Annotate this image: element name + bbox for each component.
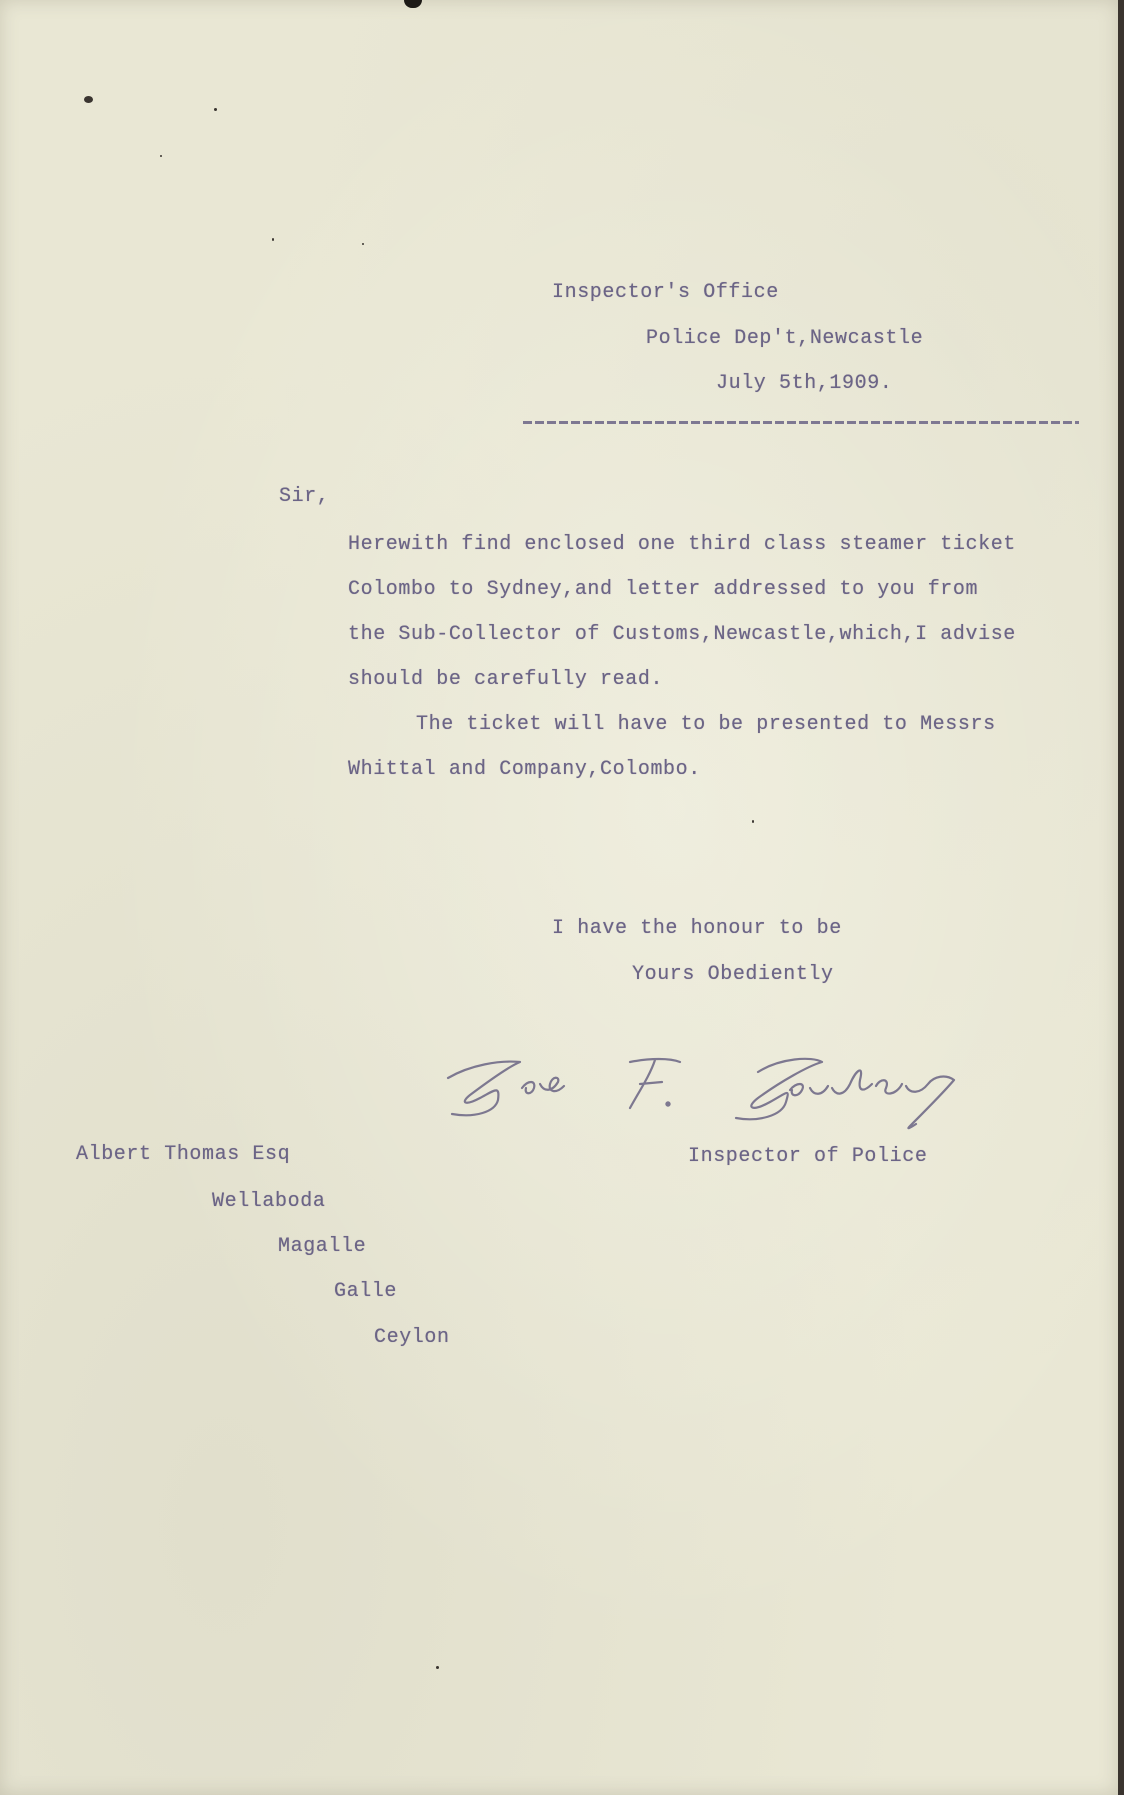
ink-speck: [84, 96, 93, 103]
ink-speck: [436, 1666, 439, 1669]
letter-date: July 5th,1909.: [716, 372, 893, 395]
scan-edge: [1118, 0, 1124, 1795]
department-line: Police Dep't,Newcastle: [646, 327, 924, 350]
body-line: the Sub-Collector of Customs,Newcastle,which,I advise: [348, 623, 1016, 646]
ink-speck: [362, 243, 364, 245]
address-line: Galle: [334, 1280, 398, 1303]
ink-speck: [752, 820, 754, 823]
ink-speck: [272, 238, 274, 241]
page-edge-mark: [404, 0, 422, 8]
divider-rule: [523, 421, 1079, 424]
body-line: Colombo to Sydney,and letter addressed to you from: [348, 578, 979, 601]
body-line: Herewith find enclosed one third class steamer ticket: [348, 533, 1016, 556]
closing-line: Yours Obediently: [632, 963, 834, 986]
recipient-name: Albert Thomas Esq: [76, 1143, 291, 1166]
office-heading: Inspector's Office: [552, 281, 779, 304]
address-line: Wellaboda: [212, 1190, 326, 1213]
address-line: Magalle: [278, 1235, 367, 1258]
body-line: Whittal and Company,Colombo.: [348, 758, 701, 781]
address-line: Ceylon: [374, 1326, 450, 1349]
ink-speck: [160, 155, 162, 157]
handwritten-signature: [440, 1040, 1080, 1135]
ink-speck: [214, 108, 217, 111]
body-line: should be carefully read.: [348, 668, 664, 691]
closing-line: I have the honour to be: [552, 917, 842, 940]
salutation: Sir,: [279, 485, 330, 508]
body-line: The ticket will have to be presented to Messrs: [416, 713, 996, 736]
signatory-title: Inspector of Police: [688, 1145, 928, 1168]
